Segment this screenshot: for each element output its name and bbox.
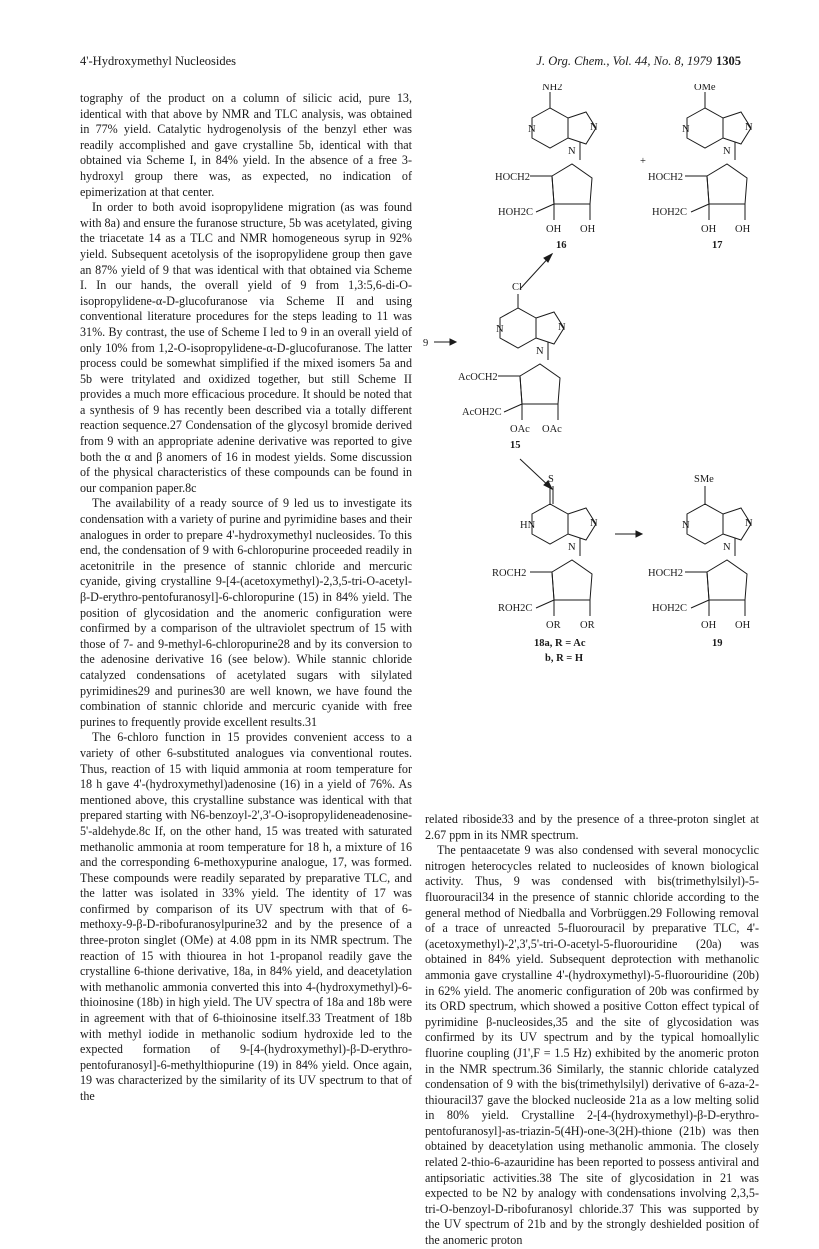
plus-sign: + xyxy=(640,156,646,167)
ring-n-label: N xyxy=(590,518,598,529)
c4-label: HOH2C xyxy=(652,603,688,614)
ring-n-label: N xyxy=(568,146,576,157)
paragraph: The pentaacetate 9 was also condensed with several monocyclic nitrogen heterocycles related to nucleosides of known biological activity. Thus, 9 was condensed with bis(trimethylsilyl)-5-fluorouracil34 in the presence of stannic chloride according to the general method of Niedballa and Vorbrüggen.29 Following removal of a trace of unreacted 5-fluorouracil by preparative TLC, 4'-(acetoxymethyl)-2',3',5'-tri-O-acetyl-5-fluorouridine (20a) was obtained in 84% yield. Subsequent deprotection with methanolic ammonia gave crystalline 4'-(hydroxymethyl)-5-fluorouridine (20b) in 62% yield. The anomeric configuration of 20b was confirmed by its ORD spectrum, which showed a positive Cotton effect typical of pyrimidine β-nucleosides,35 and the site of glycosidation was confirmed by its UV spectrum and by the typical homoallylic fluorine coupling (J1',F = 1.5 Hz) exhibited by the anomeric proton in the NMR spectrum.36 Similarly, the stannic chloride catalyzed condensation of 9 with the bis(trimethylsilyl) derivative of 6-aza-2-thiouracil37 gave the blocked nucleoside 21a as a low melting solid in 80% yield. Crystalline 2-[4-(hydroxymethyl)-β-D-erythro-pentofuranosyl]-as-triazin-5(4H)-one-3(2H)-thione (21b) was then obtained by deacetylation using methanolic ammonia. The closely related 2-thio-6-azauridine has been reported to possess antiviral and antipsoriatic activities.38 The site of glycosidation in 21 was expected to be N2 by analogy with condensations involving 2,3,5-tri-O-benzoyl-D-ribofuranosyl chloride.37 This was supported by the UV spectrum of 21b and by the strongly deshielded position of the anomeric proton xyxy=(425,843,759,1248)
compound-number: 18a, R = Ac xyxy=(534,638,586,649)
oh-label: OH xyxy=(701,620,717,631)
ring-n-label: N xyxy=(590,122,598,133)
ring-n-label: N xyxy=(745,518,753,529)
c5-label: HOCH2 xyxy=(648,568,684,579)
ring-n-label: N xyxy=(536,346,544,357)
compound-15-structure xyxy=(458,282,566,451)
paragraph: The 6-chloro function in 15 provides convenient access to a variety of other 6-substituted analogues via conventional routes. Thus, reaction of 15 with liquid ammonia at room temperature for 18 h gave 4'-(hydroxymethyl)adenosine (16) in a yield of 76%. As mentioned above, this crystalline substance was identical with that prepared starting with N6-benzoyl-2',3'-O-isopropylideneadenosine-5'-aldehyde.8c If, on the other hand, 15 was treated with saturated methanolic ammonia at room temperature for 18 h, a mixture of 16 and the corresponding 6-methoxypurine analogue, 17, was formed. These compounds were readily separated by preparative TLC, and the latter was isolated in 33% yield. The identity of 17 was confirmed by comparison of its UV spectrum with that of 6-methoxy-9-β-D-ribofuranosylpurine32 and by the presence of a three-proton singlet (OMe) at 4.08 ppm in its NMR spectrum. The reaction of 15 with thiourea in hot 1-propanol readily gave the crystalline 6-thione derivative, 18a, in 84% yield, and deacetylation with methanolic ammonia converted this into 4-(hydroxymethyl)-6-thioinosine (18b) in high yield. The UV spectra of 18a and 18b were in agreement with that of 6-thioinosine itself.33 Treatment of 18b with methyl iodide in methanolic sodium hydroxide led to the expected formation of 9-[4-(hydroxymethyl)-β-D-erythro-pentofuranosyl]-6-methylthiopurine (19) in 84% yield. Once again, 19 was characterized by the similarity of its UV spectrum to that of the xyxy=(80,730,412,1103)
paragraph: tography of the product on a column of silicic acid, pure 13, identical with that above by NMR and TLC analysis, was obtained in 77% yield. Catalytic hydrogenolysis of the benzyl ether was readily accomplished and gave crystalline 5b, identical with that obtained via Scheme I, in 84% yield. In the absence of a free 3-hydroxyl group there was, as expected, no indication of epimerization at that center. xyxy=(80,91,412,199)
oh-label: OH xyxy=(735,224,751,235)
running-head: 4'-Hydroxymethyl Nucleosides xyxy=(80,54,237,68)
substituent-label: OMe xyxy=(694,84,716,93)
ring-n-label: N xyxy=(528,124,536,135)
compound-17-structure xyxy=(648,84,753,251)
compound-number: b, R = H xyxy=(545,653,584,664)
reaction-scheme xyxy=(420,84,765,804)
paragraph: The availability of a ready source of 9 led us to investigate its condensation with a variety of purine and pyrimidine bases and their analogues in order to prepare 4'-hydroxymethyl nucleosides. To this end, the condensation of 9 with 6-chloropurine proceeded readily in acetonitrile in the presence of stannic chloride and mercuric cyanide, giving crystalline 9-[4-(acetoxymethyl)-2,3,5-tri-O-acetyl-β-D-erythro-pentofuranosyl]-6-chloropurine (15) in 84% yield. The position of glycosidation and the anomeric configuration were confirmed by a comparison of the ultraviolet spectrum of 15 with those of 7- and 9-methyl-6-chloropurine28 and by its conversion to the adenosine derivative 16 (see below). While stannic chloride catalyzed condensations of acetylated sugars with silylated pyrimidines29 and purines30 are well known, we have found the combination of stannic chloride and mercuric cyanide with free purines to frequently provide excellent results.31 xyxy=(80,496,412,729)
oac-label: OAc xyxy=(510,424,530,435)
oac-label: OAc xyxy=(542,424,562,435)
ring-n-label: N xyxy=(723,146,731,157)
c5-label: ROCH2 xyxy=(492,568,527,579)
oh-label: OH xyxy=(735,620,751,631)
compound-19-structure xyxy=(648,474,753,649)
or-label: OR xyxy=(580,620,595,631)
ring-n-label: N xyxy=(682,124,690,135)
journal-citation: J. Org. Chem., Vol. 44, No. 8, 1979 1305 xyxy=(536,54,741,68)
text-column-right xyxy=(425,812,759,1249)
substituent-label: S xyxy=(548,474,554,485)
paragraph: In order to both avoid isopropylidene migration (as was found with 8a) and ensure the furanose structure, 5b was acetylated, giving the triacetate 14 as a TLC and NMR homogeneous syrup in 92% yield. Subsequent acetolysis of the isopropylidene group then gave an 87% yield of 9 that was identical with that obtained via Scheme I. In our hands, the overall yield of 9 from 1,3:5,6-di-O-isopropylidene-α-D-glucofuranose via Scheme II and using conventional literature procedures for the steps leading to 11 was 31%. By contrast, the use of Scheme I led to 9 in an overall yield of only 10% from 1,2-O-isopropylidene-α-D-glucofuranose. The latter process could be somewhat simplified if the mixed isomers 5a and 5b were tritylated and oxidized together, but still Scheme II provides a much more efficacious procedure. It should be noted that a synthesis of 9 has recently been described via a totally different reaction sequence.27 Condensation of the glycosyl bromide derived from 9 with an appropriate adenine derivative was reported to give both the α and β anomers of 16 in modest yields. Some discussion of the physical characteristics of these compounds can be found in our companion paper.8c xyxy=(80,200,412,495)
ring-n-label: N xyxy=(745,122,753,133)
oh-label: OH xyxy=(546,224,562,235)
c5-label: AcOCH2 xyxy=(458,372,498,383)
compound-number: 16 xyxy=(556,240,567,251)
compound-18-structure xyxy=(492,474,598,664)
substituent-label: SMe xyxy=(694,474,714,485)
c4-label: HOH2C xyxy=(652,207,688,218)
oh-label: OH xyxy=(580,224,596,235)
ring-n-label: N xyxy=(568,542,576,553)
ring-n-label: N xyxy=(682,520,690,531)
ring-n-label: N xyxy=(723,542,731,553)
c4-label: AcOH2C xyxy=(462,407,502,418)
substituent-label: NH2 xyxy=(542,84,563,93)
c4-label: ROH2C xyxy=(498,603,533,614)
paragraph: related riboside33 and by the presence of a three-proton singlet at 2.67 ppm in its NMR spectrum. xyxy=(425,812,759,842)
c5-label: HOCH2 xyxy=(648,172,684,183)
compound-number: 17 xyxy=(712,240,723,251)
page-number: 1305 xyxy=(716,54,741,68)
c4-label: HOH2C xyxy=(498,207,534,218)
starting-compound-number: 9 xyxy=(423,338,429,349)
oh-label: OH xyxy=(701,224,717,235)
compound-number: 15 xyxy=(510,440,521,451)
c5-label: HOCH2 xyxy=(495,172,531,183)
text-column-left xyxy=(80,91,412,1105)
compound-number: 19 xyxy=(712,638,723,649)
or-label: OR xyxy=(546,620,561,631)
compound-16-structure xyxy=(495,84,598,251)
substituent-label: Cl xyxy=(512,282,522,293)
ring-n-label: N xyxy=(558,322,566,333)
nh-label: HN xyxy=(520,520,536,531)
ring-n-label: N xyxy=(496,324,504,335)
